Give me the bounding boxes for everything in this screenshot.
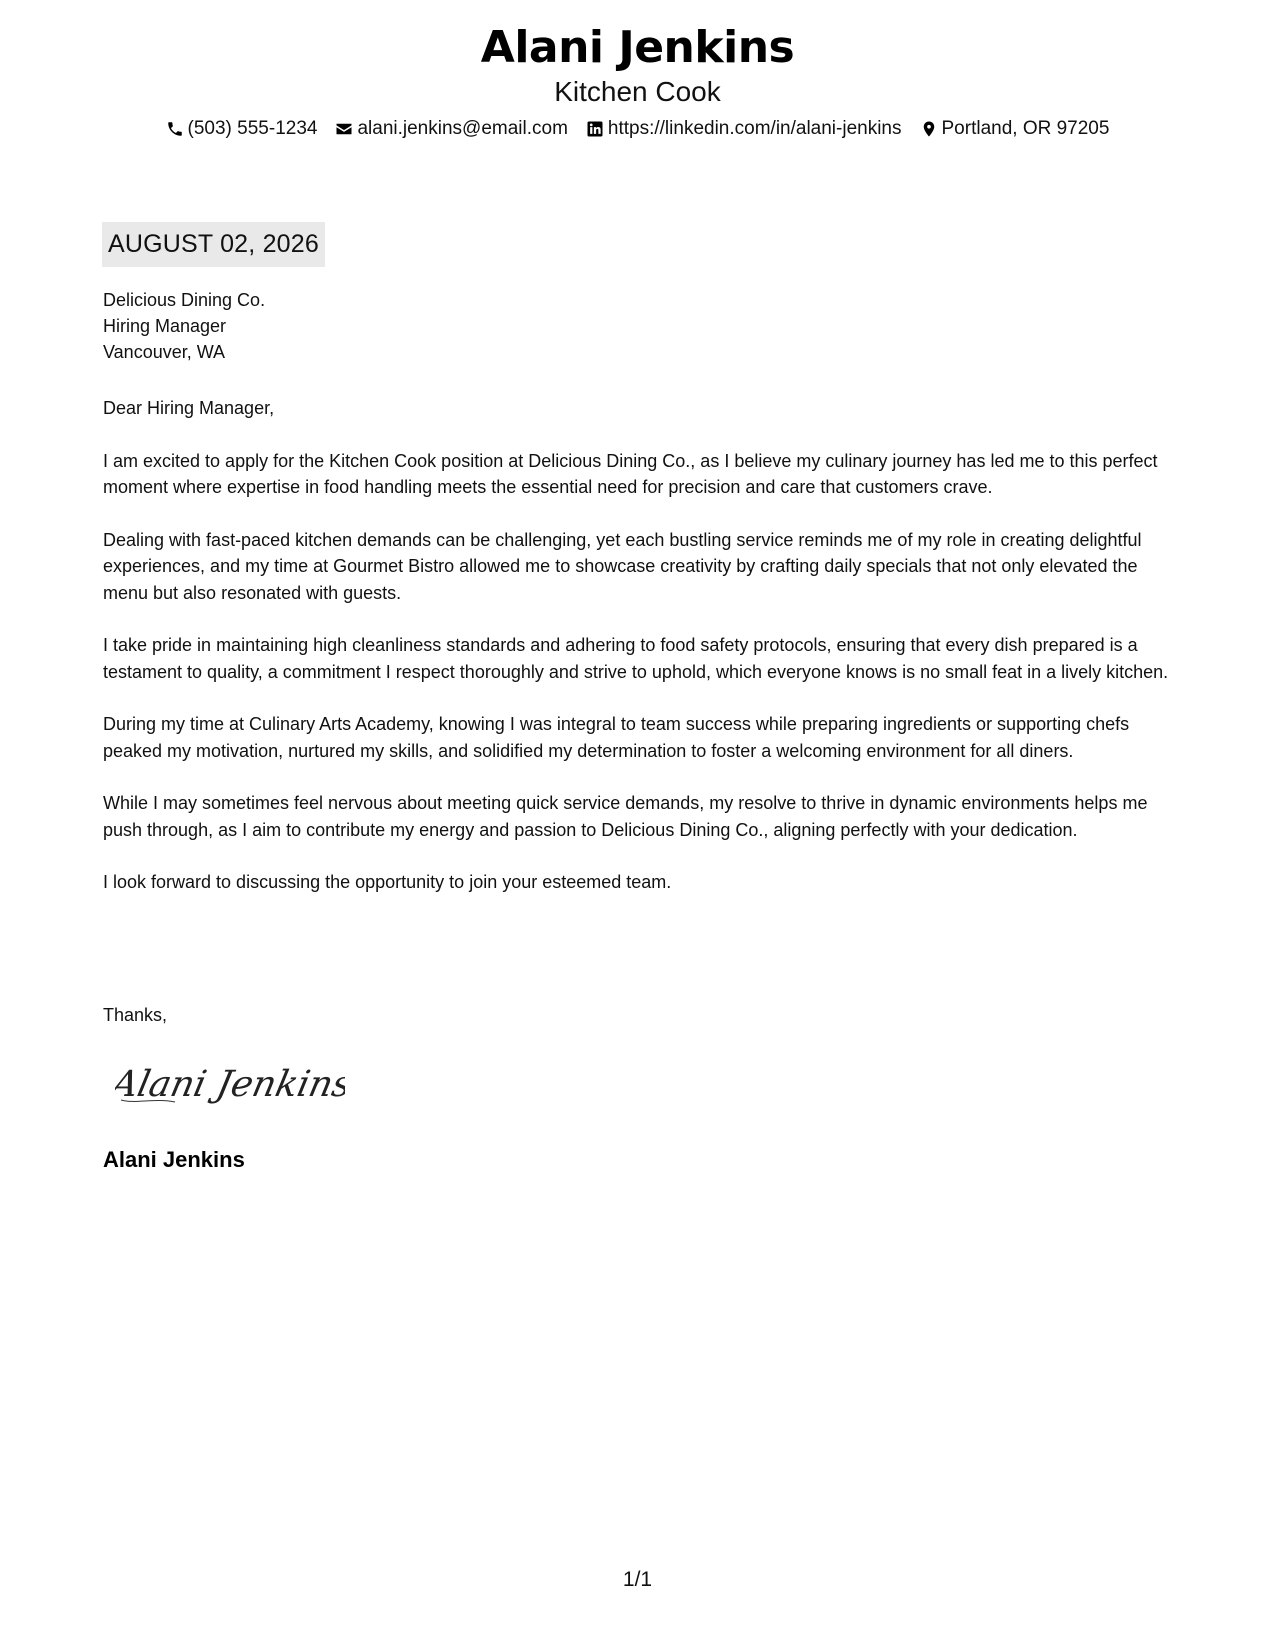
signer-name: Alani Jenkins [103, 1147, 245, 1172]
phone-icon [166, 120, 184, 138]
contact-email[interactable] [335, 117, 567, 141]
closing: Thanks, [103, 1005, 168, 1025]
page-number: 1/1 [622, 1568, 653, 1591]
letter-header [0, 20, 1275, 141]
phone-text: (503) 555-1234 [187, 118, 318, 139]
body-paragraph: I look forward to discussing the opportunity to join your esteemed team. [103, 872, 672, 892]
recipient-company: Delicious Dining Co. [103, 290, 266, 310]
map-pin-icon [920, 120, 938, 138]
contact-location [920, 117, 1110, 141]
handwritten-signature [115, 1052, 345, 1112]
body-paragraph: While I may sometimes feel nervous about meeting quick service demands, my resolve to thrive in dynamic environments helps me push through, as I aim to contribute my energy and passion to Delicious Dining Co., aligning perfectly with your dedication. [103, 793, 1148, 840]
body-paragraph: Dealing with fast-paced kitchen demands can be challenging, yet each bustling service reminds me of my role in creating delightful experiences, and my time at Gourmet Bistro allowed me to showcase creativity by crafting daily specials that not only elevated the menu but also resonated with guests. [103, 529, 1142, 603]
letter-date: AUGUST 02, 2026 [102, 222, 325, 267]
contact-phone[interactable] [166, 117, 318, 141]
letter-body [103, 395, 1178, 922]
envelope-icon [335, 120, 353, 138]
recipient-block [103, 287, 265, 365]
location-text: Portland, OR 97205 [941, 118, 1110, 139]
job-title: Kitchen Cook [554, 76, 721, 107]
body-paragraph: I take pride in maintaining high cleanliness standards and adhering to food safety protocols, ensuring that every dish prepared is a testament to quality, a commitment I respect thoroughly and strive to uphold, which everyone knows is no small feat in a lively kitchen. [103, 635, 1169, 682]
email-text: alani.jenkins@email.com [357, 118, 568, 139]
recipient-role: Hiring Manager [103, 316, 227, 336]
contact-bar [0, 117, 1275, 141]
applicant-name: Alani Jenkins [480, 22, 795, 73]
linkedin-text: https://linkedin.com/in/alani-jenkins [607, 118, 902, 139]
contact-linkedin[interactable] [586, 117, 902, 141]
recipient-location: Vancouver, WA [103, 342, 226, 362]
body-paragraph: I am excited to apply for the Kitchen Cook position at Delicious Dining Co., as I believe my culinary journey has led me to this perfect moment where expertise in food handling meets the essential need for precision and care that customers crave. [103, 450, 1158, 497]
body-paragraph: During my time at Culinary Arts Academy, knowing I was integral to team success while preparing ingredients or supporting chefs peaked my motivation, nurtured my skills, and solidified my determination to foster a welcoming environment for all diners. [103, 714, 1130, 761]
salutation: Dear Hiring Manager, [103, 398, 275, 418]
linkedin-icon [586, 120, 604, 138]
signature-mark: Alani Jenkins [115, 1062, 345, 1105]
